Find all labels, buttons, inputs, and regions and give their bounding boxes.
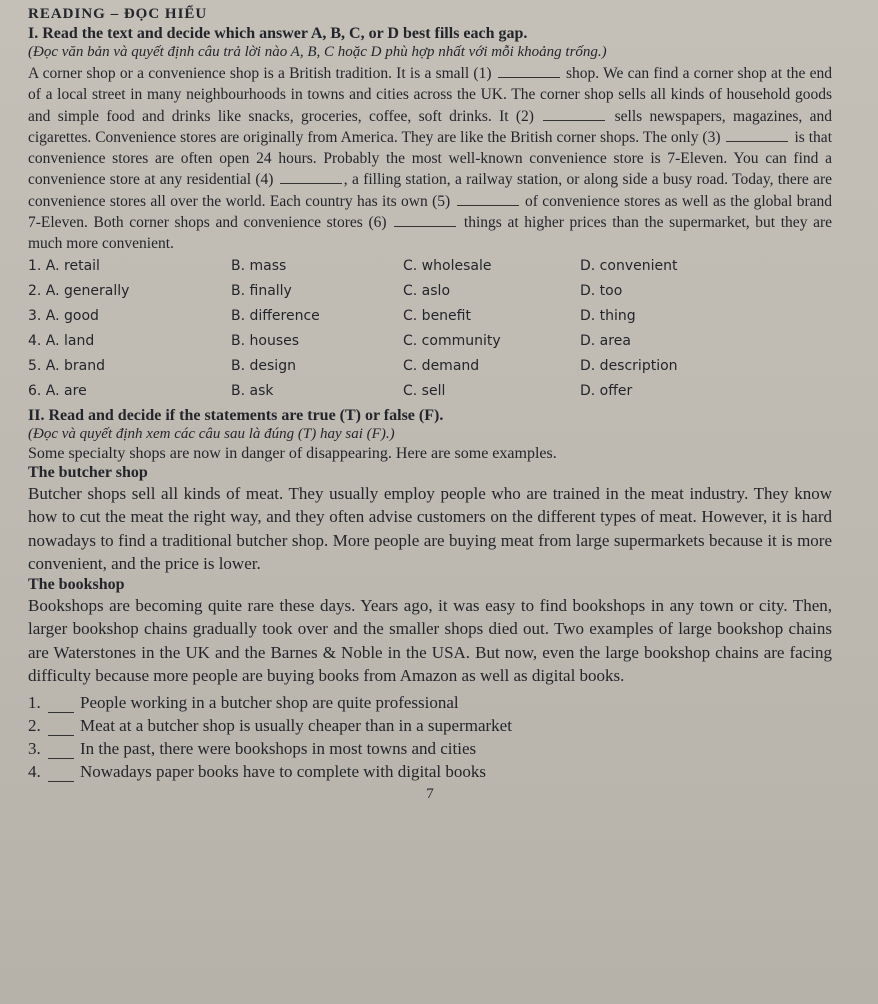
option-cell[interactable]: 6. A. are xyxy=(28,382,87,399)
option-cell[interactable]: D. too xyxy=(580,282,623,299)
answer-blank[interactable] xyxy=(48,698,74,713)
section1-title: I. Read the text and decide which answer A, B, C, or D best fills each gap. xyxy=(28,25,528,42)
option-cell[interactable]: B. difference xyxy=(231,307,320,324)
gap-2[interactable] xyxy=(543,108,605,121)
gap-3[interactable] xyxy=(726,129,788,142)
option-cell[interactable]: D. offer xyxy=(580,382,633,399)
bookshop-heading: The bookshop xyxy=(28,575,125,593)
options-row xyxy=(28,330,832,355)
gap-4[interactable] xyxy=(280,171,342,184)
options-row xyxy=(28,255,832,280)
section1-subtitle: (Đọc văn bản và quyết định câu trả lời nào A, B, C hoặc D phù hợp nhất với mỗi khoảng trống.) xyxy=(28,44,607,60)
statement-text: Meat at a butcher shop is usually cheaper than in a supermarket xyxy=(80,715,512,735)
statement-item xyxy=(28,759,832,782)
gap-6[interactable] xyxy=(394,214,456,227)
option-cell[interactable]: C. community xyxy=(403,332,501,349)
options-row xyxy=(28,380,832,405)
answer-blank[interactable] xyxy=(48,721,74,736)
passage-part-2: shop. We can find a corner shop at the end of a local street in many neighbourhoods in towns and cities across the UK. The corner shop sells all kinds of household goods and simple food and drinks like snacks, groceries, coffee, soft drinks. It (2) xyxy=(28,65,833,125)
section2-intro: Some specialty shops are now in danger of disappearing. Here are some examples. xyxy=(28,444,557,462)
butcher-passage: Butcher shops sell all kinds of meat. They usually employ people who are trained in the meat industry. They know how to cut the meat the right way, and they often advise customers on the different types of meat. However, it is hard nowadays to find a traditional butcher shop. More people are buying meat from large supermarkets because it is more convenient, and the price is lower. xyxy=(28,483,832,574)
option-cell[interactable]: B. design xyxy=(231,357,296,374)
gap-5[interactable] xyxy=(457,193,519,206)
option-cell[interactable]: C. wholesale xyxy=(403,257,492,274)
option-cell[interactable]: B. finally xyxy=(231,282,292,299)
passage-part-1: A corner shop or a convenience shop is a British tradition. It is a small (1) xyxy=(28,65,492,82)
option-cell[interactable]: D. area xyxy=(580,332,631,349)
gap-1[interactable] xyxy=(498,65,560,78)
statement-number: 1. xyxy=(28,692,41,712)
statement-item xyxy=(28,736,832,759)
option-cell[interactable]: C. benefit xyxy=(403,307,471,324)
statement-number: 3. xyxy=(28,738,41,758)
options-row xyxy=(28,280,832,305)
bookshop-passage: Bookshops are becoming quite rare these days. Years ago, it was easy to find bookshops in any town or city. Then, larger bookshop chains gradually took over and the smaller shops died out. Two examples of large bookshop chains are Waterstones in the UK and the Barnes & Noble in the USA. But now, even the large bookshop chains are facing difficulty because more people are buying books from Amazon as well as digital books. xyxy=(28,595,832,686)
option-cell[interactable]: D. thing xyxy=(580,307,636,324)
passage-part-6: of convenience stores as well as the global brand 7-Eleven. Both corner shops and convenience stores (6) xyxy=(28,192,833,232)
options-table xyxy=(28,255,832,405)
option-cell[interactable]: D. convenient xyxy=(580,257,678,274)
option-cell[interactable]: 5. A. brand xyxy=(28,357,106,374)
statements-list xyxy=(28,690,832,782)
statement-text: Nowadays paper books have to complete with digital books xyxy=(80,761,487,781)
answer-blank[interactable] xyxy=(48,767,74,782)
section1-passage xyxy=(28,63,832,255)
page-heading: READING – ĐỌC HIỂU xyxy=(28,6,208,22)
statement-number: 2. xyxy=(28,715,41,735)
option-cell[interactable]: C. demand xyxy=(403,357,480,374)
statement-text: In the past, there were bookshops in most towns and cities xyxy=(80,738,477,758)
passage-part-7: things at higher prices than the supermarket, but they are much more convenient. xyxy=(28,214,833,253)
statement-item xyxy=(28,690,832,713)
option-cell[interactable]: 3. A. good xyxy=(28,307,99,324)
options-row xyxy=(28,355,832,380)
section2-title: II. Read and decide if the statements are true (T) or false (F). xyxy=(28,406,444,424)
passage-part-4: is that convenience stores are often open 24 hours. Probably the most well-known convenience store is 7-Eleven. You can find a convenience store at any residential (4) xyxy=(28,128,832,189)
butcher-heading: The butcher shop xyxy=(28,463,148,481)
section2-subtitle: (Đọc và quyết định xem các câu sau là đúng (T) hay sai (F).) xyxy=(28,425,395,442)
statement-number: 4. xyxy=(28,761,41,781)
option-cell[interactable]: B. houses xyxy=(231,332,300,349)
option-cell[interactable]: C. sell xyxy=(403,382,446,399)
option-cell[interactable]: 2. A. generally xyxy=(28,282,130,299)
answer-blank[interactable] xyxy=(48,744,74,759)
option-cell[interactable]: C. aslo xyxy=(403,282,451,299)
statement-item xyxy=(28,713,832,736)
option-cell[interactable]: 1. A. retail xyxy=(28,257,100,274)
passage-part-3: sells newspapers, magazines, and cigarettes. Convenience stores are originally from America. They are like the British corner shops. The only (3) xyxy=(28,107,833,146)
statement-text: People working in a butcher shop are quite professional xyxy=(80,692,459,712)
option-cell[interactable]: B. mass xyxy=(231,257,287,274)
option-cell[interactable]: 4. A. land xyxy=(28,332,95,349)
passage-part-5: , a filling station, a railway station, or along side a busy road. Today, there are convenience stores all over the world. Each country has its own (5) xyxy=(28,171,833,210)
options-row xyxy=(28,305,832,330)
page-number: 7 xyxy=(426,785,434,802)
option-cell[interactable]: B. ask xyxy=(231,382,274,399)
option-cell[interactable]: D. description xyxy=(580,357,678,374)
